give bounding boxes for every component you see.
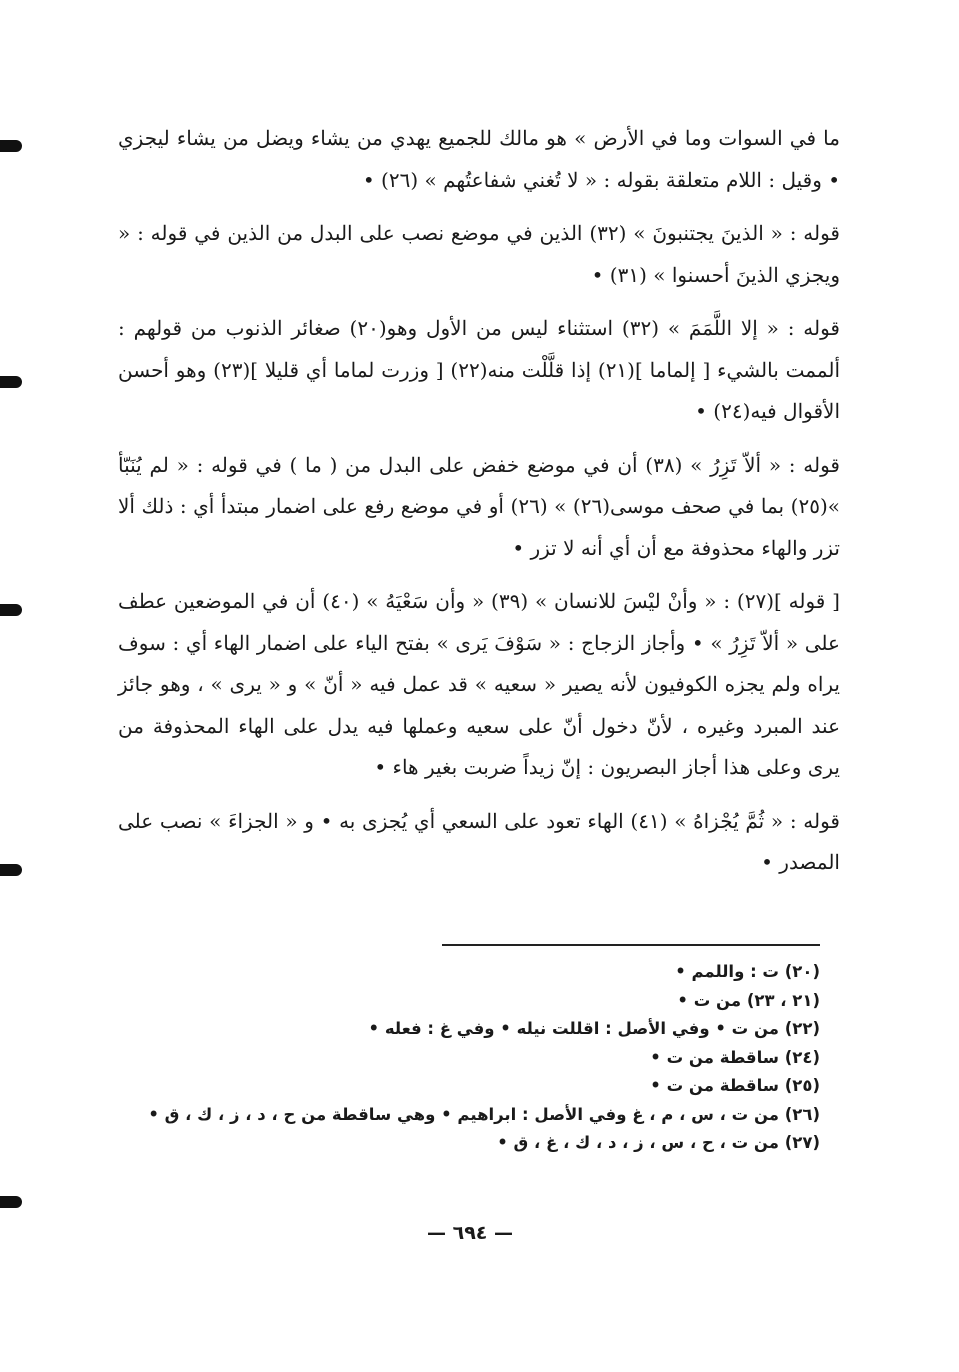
footnote: (٢١ ، ٢٣) من ت • bbox=[677, 990, 820, 1010]
binding-mark bbox=[0, 376, 22, 388]
footnote: (٢٧) من ت ، ح ، س ، ز ، د ، ك ، غ ، ق • bbox=[497, 1133, 820, 1152]
paragraph: قوله : « إلا اللَّمَمَ » (٣٢) استثناء ليس من الأول وهو(٢٠) صغائر الذنوب من قولهم : ألممت بالشيء [ إلماما ](٢١) إذا قلَّلْت منه(٢٢) [ وزرت لماما أي قليلا ](٢٣) وهو أحسن الأقوال فيه(٢٤) • bbox=[118, 316, 841, 423]
paragraph: قوله : « ألاّ تَزِرُ » (٣٨) أن في موضع خفض على البدل من ( ما ) في قوله : « لم يُنَبّأ »(٢٥) بما في صحف موسى(٢٦) » (٢٦) أو في موضع رفع على اضمار مبتدأ أي : ذلك ألا تزر والهاء محذوفة مع أن أي أنه لا تزر • bbox=[118, 452, 840, 560]
paragraph: [ قوله ](٢٧) : « وأنْ ليْسَ للانسان » (٣٩) « وأن سَعْيَهُ » (٤٠) أن في الموضعين عطف على « ألاّ تَزِرُ » • وأجاز الزجاج : « سَوْفَ يَرى » بفتح الياء على اضمار الهاء أي : سوف يراه ولم يجزه الكوفيون لأنه يصير « سعيه » قد عمل فيه « أنّ » و « يرى » ، وهو جائز عند المبرد وغيره ، لأنّ دخول أنّ على سعيه وعملها فيه يدل على الهاء المحذوفة من يرى وعلى هذا أجاز البصريون : إنّ زيداً ضربت بغير هاء • bbox=[118, 589, 840, 779]
page-number: — ٦٩٤ — bbox=[426, 1222, 514, 1244]
footnotes-list bbox=[110, 958, 820, 1158]
footnote: (٢٥) ساقطة من ت • bbox=[650, 1076, 820, 1095]
binding-mark bbox=[0, 864, 22, 876]
footnote: (٢٢) من ت • وفي الأصل : اقللت نيله • وفي غ : فعله • bbox=[368, 1019, 820, 1038]
footnote: (٢٠) ت : واللمم • bbox=[675, 962, 820, 981]
footnote-separator bbox=[442, 944, 820, 946]
paragraph: قوله : « الذينَ يجتنبونَ » (٣٢) الذين في موضع نصب على البدل من الذين في قوله : « ويجزي الذينَ أحسنوا » (٣١) • bbox=[118, 221, 840, 287]
main-text bbox=[118, 118, 840, 896]
binding-mark bbox=[0, 604, 22, 616]
binding-mark bbox=[0, 1196, 22, 1208]
footnote: (٢٤) ساقطة من ت • bbox=[650, 1047, 820, 1067]
paragraph: ما في السوات وما في الأرض » هو مالك للجميع يهدي من يشاء ويضل من يشاء ليجزي • وقيل : اللام متعلقة بقوله : « لا تُغني شفاعتُهم » (٢٦) • bbox=[118, 126, 840, 192]
footnote: (٢٦) من ت ، س ، م ، غ وفي الأصل : ابراهيم • وهي ساقطة من ح ، د ، ز ، ك ، ق • bbox=[148, 1104, 820, 1124]
binding-mark bbox=[0, 140, 22, 152]
paragraph: قوله : « ثُمَّ يُجْزاهُ » (٤١) الهاء تعود على السعي أي يُجزى به • و « الجزاءَ » نصب على المصدر • bbox=[118, 808, 840, 874]
